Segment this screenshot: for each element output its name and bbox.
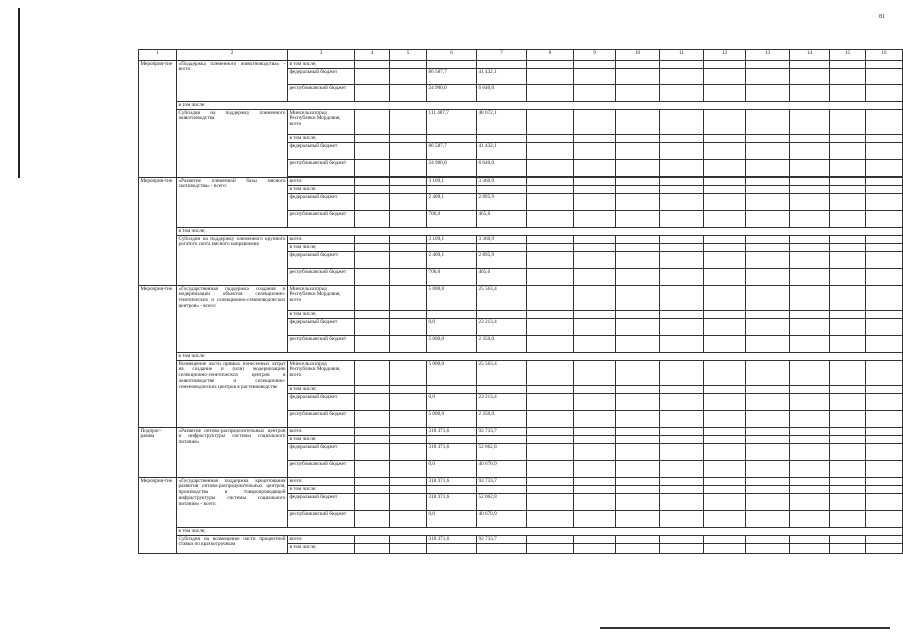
- value-cell: 2 409,1: [427, 194, 477, 211]
- source-cell: республиканский бюджет: [288, 269, 355, 286]
- value-cell: 0,0: [427, 511, 477, 528]
- value-cell: 465,0: [477, 269, 527, 286]
- source-cell: в том числе:: [288, 186, 355, 194]
- type-cell: Мероприя-тие: [139, 286, 177, 428]
- value-cell: 6 640,0: [477, 160, 527, 177]
- value-cell: 3 360,9: [477, 236, 527, 244]
- source-cell: в том числе;: [288, 244, 355, 252]
- budget-table: [138, 49, 903, 554]
- scan-left-edge-line: [18, 8, 20, 178]
- value-cell: 41 432,1: [477, 69, 527, 85]
- source-cell: республиканский бюджет: [288, 160, 355, 177]
- value-cell: 86 587,7: [427, 143, 477, 160]
- value-cell: 24 900,0: [427, 160, 477, 177]
- col-header: 13: [746, 50, 790, 61]
- measure-name: «Поддержка племенного животноводства» - всего:: [177, 61, 288, 102]
- value-cell: 24 900,0: [427, 85, 477, 102]
- table-row: [139, 178, 903, 186]
- header-row: [139, 50, 903, 61]
- value-cell: 48 072,1: [477, 110, 527, 135]
- table-row: [139, 536, 903, 544]
- value-cell: 5 000,0: [427, 361, 477, 386]
- col-header: 16: [866, 50, 903, 61]
- type-cell: Мероприя-тие: [139, 478, 177, 554]
- measure-name: «Государственная поддержка кредитования развития оптово-распределительных центров, производства и товаропроводящей инфраструктуры системы социального питания» - всего:: [177, 478, 288, 528]
- value-cell: 0,0: [427, 319, 477, 336]
- source-cell: в том числе:: [288, 436, 355, 444]
- value-cell: 92 733,7: [477, 478, 527, 486]
- measure-name: «Развитие племенной базы мясного скотоводства» - всего:: [177, 178, 288, 228]
- value-cell: 2 350,0: [477, 411, 527, 428]
- subheader-cell: в том числе:: [177, 353, 903, 361]
- measure-name: Субсидии на поддержку племенного крупного рогатого скота мясного направления: [177, 236, 288, 286]
- value-cell: 3 109,1: [427, 236, 477, 244]
- source-cell: в том числе;: [288, 311, 355, 319]
- value-cell: 2 895,9: [477, 194, 527, 211]
- value-cell: 5 000,0: [427, 411, 477, 428]
- source-cell: федеральный бюджет:: [288, 252, 355, 269]
- source-cell: республиканский бюджет: [288, 336, 355, 353]
- source-cell: республиканский бюджет: [288, 511, 355, 528]
- table-row: [139, 361, 903, 386]
- source-cell: федеральный бюджет: [288, 494, 355, 511]
- source-cell: всего:: [288, 178, 355, 186]
- value-cell: 111 487,7: [427, 110, 477, 135]
- source-cell: в том числе;: [288, 386, 355, 394]
- source-cell: федеральный бюджет: [288, 194, 355, 211]
- value-cell: 40 670,9: [477, 461, 527, 478]
- source-cell: федеральный бюджет: [288, 143, 355, 160]
- source-cell: всего:: [288, 478, 355, 486]
- source-cell: Минсельхозпрод Республики Мордовия, всего: [288, 286, 355, 311]
- measure-name: Субсидии на возмещение части процентной ставки по краткосрочным: [177, 536, 288, 554]
- value-cell: 700,0: [427, 211, 477, 228]
- col-header: 9: [574, 50, 616, 61]
- col-header: 15: [830, 50, 866, 61]
- value-cell: 2 409,1: [427, 252, 477, 269]
- source-cell: республиканский бюджет: [288, 411, 355, 428]
- table-row: [139, 61, 903, 69]
- value-cell: 700,0: [427, 269, 477, 286]
- value-cell: 5 000,0: [427, 286, 477, 311]
- source-cell: в том числе;: [288, 544, 355, 554]
- table-row: [139, 110, 903, 135]
- table-row: [139, 286, 903, 311]
- source-cell: в том числе:: [288, 486, 355, 494]
- source-cell: всего:: [288, 428, 355, 436]
- source-cell: федеральный бюджет: [288, 444, 355, 461]
- scan-bottom-line: [600, 627, 890, 629]
- measure-name: Субсидии на поддержку племенного животноводства: [177, 110, 288, 178]
- source-cell: республиканский бюджет: [288, 461, 355, 478]
- table-row: [139, 353, 903, 361]
- col-header: 10: [616, 50, 660, 61]
- source-cell: Минсельхозпрод Республики Мордовия, всего: [288, 361, 355, 386]
- source-cell: федеральный бюджет: [288, 319, 355, 336]
- table-row: [139, 528, 903, 536]
- subheader-cell: в том числе;: [177, 528, 903, 536]
- value-cell: 52 062,8: [477, 494, 527, 511]
- value-cell: 465,0: [477, 211, 527, 228]
- col-header: 14: [790, 50, 830, 61]
- value-cell: 40 670,9: [477, 511, 527, 528]
- value-cell: 23 213,4: [477, 394, 527, 411]
- page-number: 81: [879, 14, 885, 20]
- value-cell: 5 000,0: [427, 336, 477, 353]
- value-cell: 318 371,6: [427, 444, 477, 461]
- measure-name: «Государственная поддержка создания и модернизации объектов селекционно-генетических и селекционно-семеноводческих центров» - всего:: [177, 286, 288, 353]
- value-cell: 52 062,8: [477, 444, 527, 461]
- value-cell: 86 587,7: [427, 69, 477, 85]
- source-cell: всего:: [288, 536, 355, 544]
- col-header: 3: [288, 50, 355, 61]
- table-row: [139, 228, 903, 236]
- value-cell: 2 350,0: [477, 336, 527, 353]
- value-cell: 0,0: [427, 394, 477, 411]
- type-cell: Мероприя-тие: [139, 178, 177, 286]
- value-cell: 318 371,6: [427, 428, 477, 436]
- value-cell: 318 371,6: [427, 494, 477, 511]
- col-header: 6: [427, 50, 477, 61]
- value-cell: 2 895,9: [477, 252, 527, 269]
- value-cell: 25 563,4: [477, 286, 527, 311]
- source-cell: в том числе;: [288, 135, 355, 143]
- value-cell: 3 109,1: [427, 178, 477, 186]
- source-cell: в том числе;: [288, 61, 355, 69]
- col-header: 12: [704, 50, 746, 61]
- value-cell: 6 640,0: [477, 85, 527, 102]
- value-cell: 92 733,7: [477, 536, 527, 544]
- type-cell: Подпрог-рамма: [139, 428, 177, 478]
- col-header: 1: [139, 50, 177, 61]
- subheader-cell: в том числе:: [177, 102, 903, 110]
- value-cell: 3 360,9: [477, 178, 527, 186]
- col-header: 4: [355, 50, 390, 61]
- value-cell: 23 213,4: [477, 319, 527, 336]
- value-cell: 318 371,6: [427, 478, 477, 486]
- value-cell: 318 371,6: [427, 536, 477, 544]
- table-row: [139, 102, 903, 110]
- measure-name: Возмещение части прямых понесенных затрат на создание и (или) модернизацию селекционно-генетических центров в животноводстве и селекционно-семеноводческих центров в растениеводстве: [177, 361, 288, 428]
- source-cell: Минсельхозпрод Республики Мордовия, всего: [288, 110, 355, 135]
- measure-name: «Развитие оптово-распределительных центров и инфраструктуры системы социального питания»: [177, 428, 288, 478]
- source-cell: федеральный бюджет: [288, 394, 355, 411]
- source-cell: федеральный бюджет: [288, 69, 355, 85]
- table-row: [139, 428, 903, 436]
- source-cell: всего:: [288, 236, 355, 244]
- col-header: 5: [390, 50, 427, 61]
- source-cell: республиканский бюджет: [288, 211, 355, 228]
- subheader-cell: в том числе;: [177, 228, 903, 236]
- col-header: 8: [527, 50, 574, 61]
- col-header: 2: [177, 50, 288, 61]
- source-cell: республиканский бюджет: [288, 85, 355, 102]
- value-cell: 92 733,7: [477, 428, 527, 436]
- table-row: [139, 478, 903, 486]
- type-cell: Мероприя-тие: [139, 61, 177, 178]
- table-row: [139, 236, 903, 244]
- value-cell: 25 563,4: [477, 361, 527, 386]
- value-cell: 41 432,1: [477, 143, 527, 160]
- col-header: 7: [477, 50, 527, 61]
- col-header: 11: [660, 50, 704, 61]
- value-cell: 0,0: [427, 461, 477, 478]
